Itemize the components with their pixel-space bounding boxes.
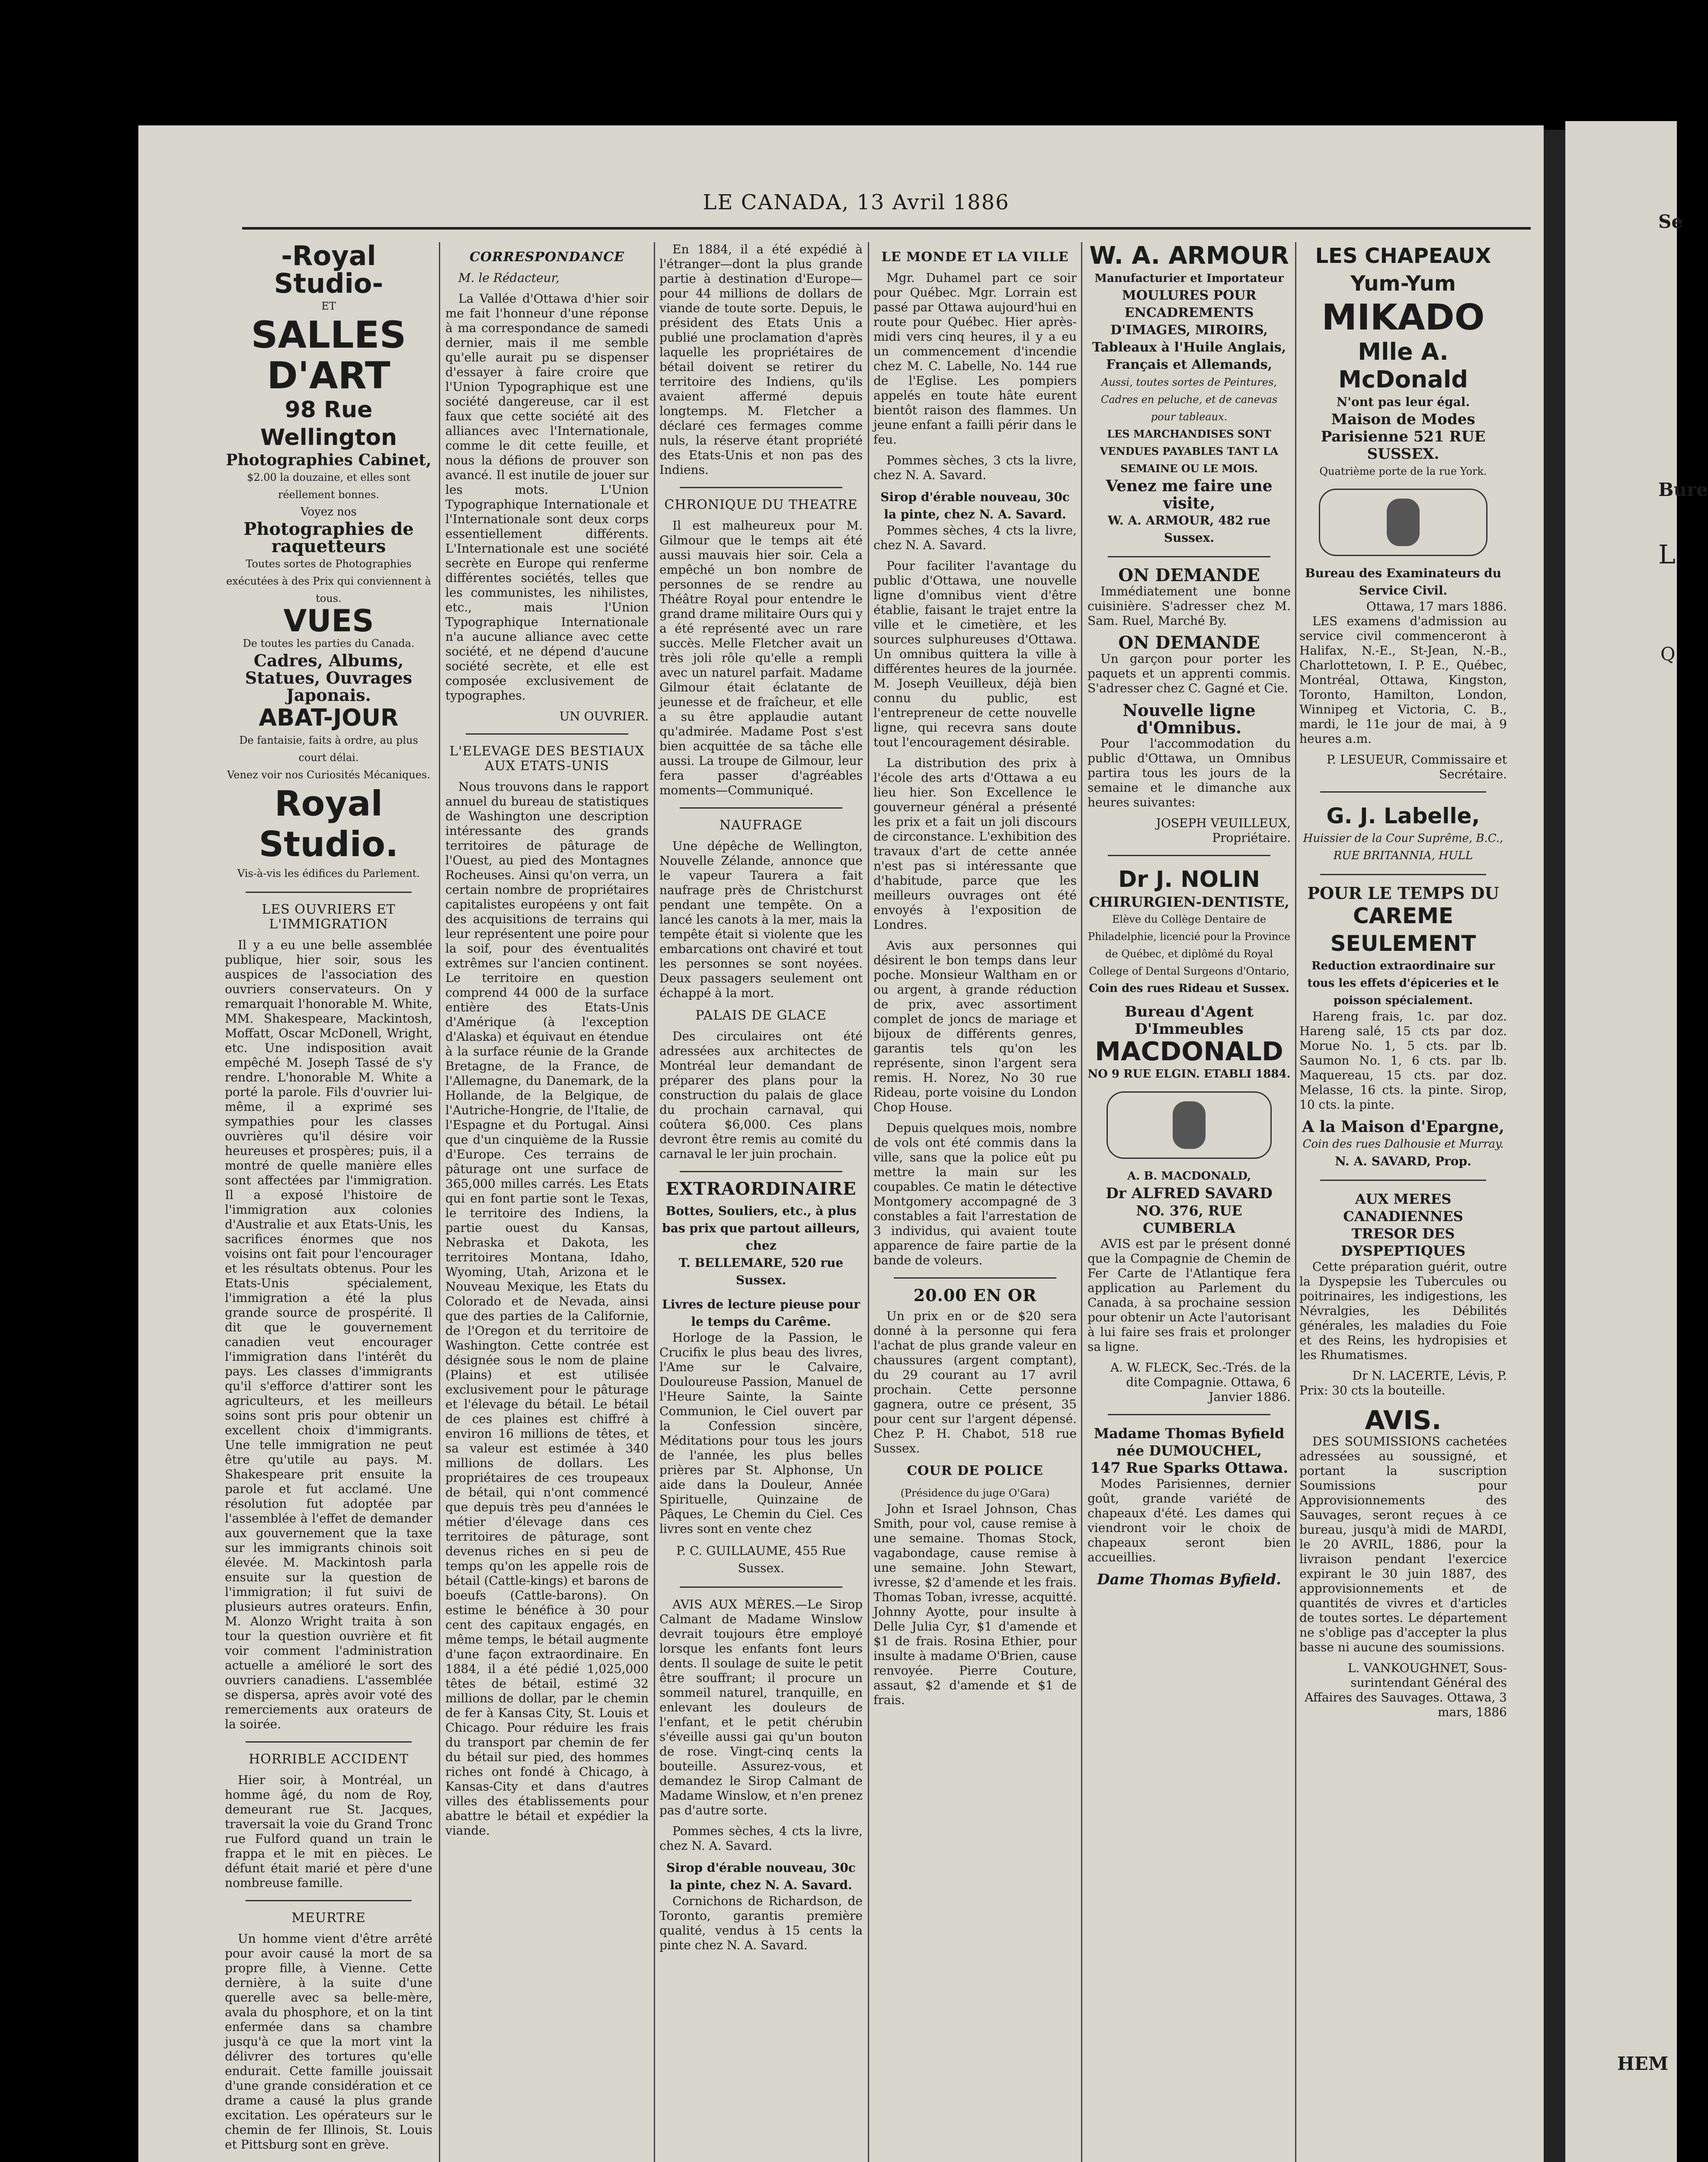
- armour-text: Aussi, toutes sortes de Peintures, Cadres en peluche, et de canevas pour tableaux.: [1100, 376, 1278, 423]
- nolin-text: Elève du Collège Dentaire de Philadelphie, licencié pour la Province de Québec, et diplômé du Royal College of Dental Surgeons d'Ontario,: [1087, 913, 1291, 977]
- careme-heading: POUR LE TEMPS DU: [1307, 883, 1499, 903]
- abat-jour-text: De fantaisie, faits à ordre, au plus court délai.: [239, 734, 418, 764]
- armour-name: W. A. ARMOUR: [1089, 242, 1289, 270]
- epargne-address: Coin des rues Dalhousie et Murray.: [1302, 1138, 1504, 1151]
- meurtre-heading: MEURTRE: [291, 1910, 366, 1925]
- maison-title: Maison de Modes Parisienne 521 RUE SUSSEX.: [1321, 411, 1486, 463]
- column-1: [225, 242, 432, 2162]
- divider: [466, 733, 628, 735]
- bureau-text: LES examens d'admission au service civil commenceront à Halifax, N.-E., St-Jean, N.-B., Charlottetown, I. P. E., Québec, Montréal, Ottawa, Kingston, Toronto, Hamilton, London, Winnipeg et Victoria, C. B., mardi, le 11e jour de mai, à 9 heures a.m.: [1299, 614, 1507, 746]
- palais-article: Des circulaires ont été adressées aux architectes de Montréal leur demandant de préparer des plans pour la construction du palais de glace du prochain carnaval, qui coûtera $6,000. Ces plans devront être remis au comité du carnaval le ler juin prochain.: [659, 1029, 863, 1161]
- column-rule: [1295, 242, 1296, 2162]
- armour-title: Manufacturier et Importateur: [1094, 272, 1284, 285]
- careme-list: Hareng frais, 1c. par doz. Hareng salé, 15 cts par doz. Morue No. 1, 5 cts. par lb. Saumon No. 1, 6 cts. par lb. Maquereau, 15 cts. par doz. Melasse, 16 cts. la pinte. Sirop, 10 cts. la pinte.: [1299, 1009, 1507, 1112]
- divider: [246, 892, 412, 893]
- divider: [1108, 556, 1270, 557]
- royal-studio-footer: Royal Studio.: [259, 784, 399, 864]
- guillaume-address: P. C. GUILLAUME, 455 Rue Sussex.: [676, 1544, 846, 1575]
- macdonald-name: A. B. MACDONALD,: [1127, 1170, 1251, 1183]
- byfield-address: 147 Rue Sparks Ottawa.: [1090, 1459, 1289, 1477]
- tresor-text: Cette préparation guérit, outre la Dyspepsie les Tubercules ou poitrinaires, les indigestions, les Névralgies, les Débilités générales, les maladies du Foie et des Reins, les hydropisies et les Rhumatismes.: [1299, 1260, 1507, 1362]
- sirop-notice: Sirop d'érable nouveau, 30c la pinte, chez N. A. Savard.: [880, 490, 1070, 521]
- theatre-article: Il est malheureux pour M. Gilmour que le temps ait été aussi mauvais hier soir. Cela a empêché un bon nombre de personnes de se rendre au Théâtre Royal pour entendre le grand drame militaire Ours qui y a été représenté avec un rare succès. Melle Fletcher avait un très joli rôle qu'elle a rempli avec un naturel parfait. Madame Gilmour était éclatante de jeunesse et de fraîcheur, et elle a su être applaudie autant qu'admirée. Madame Post s'est bien acquittée de sa tâche elle aussi. La troupe de Gilmour, leur fera passer d'agréables moments—Communiqué.: [659, 518, 863, 797]
- nolin-address: Coin des rues Rideau et Sussex.: [1089, 982, 1289, 995]
- divider: [680, 487, 842, 488]
- armour-goods: MOULURES POUR ENCADREMENTS D'IMAGES, MIROIRS, Tableaux à l'Huile Anglais, Français et Allemands,: [1092, 288, 1286, 372]
- prix-article: La distribution des prix à l'école des arts d'Ottawa a eu lieu hier. Son Excellence le gouverneur général a présenté les prix et a fait un joli discours de circonstance. L'exhibition des travaux d'art de cette année n'est pas si intéressante que d'habitude, parce que les meilleurs ouvrages ont été envoyés à l'exposition de Londres.: [873, 756, 1077, 932]
- cadres-title: Cadres, Albums, Statues, Ouvrages Japonais.: [245, 651, 413, 705]
- bureau-date: Ottawa, 17 mars 1886.: [1366, 599, 1507, 614]
- abat-jour-title: ABAT-JOUR: [259, 704, 399, 731]
- adjacent-page-word: Bure: [1658, 479, 1708, 500]
- divider: [680, 1171, 842, 1172]
- coat-of-arms-icon: [1319, 489, 1487, 556]
- omnibus-article: Pour faciliter l'avantage du public d'Ottawa, une nouvelle ligne d'omnibus vient d'être établie, faisant le trajet entre la ville et le cimetière, et les sources sulphureuses d'Ottawa. Un omnibus quittera la ville à différentes heures de la journée. M. Joseph Veuilleux, déjà bien connu du public, est l'entrepreneur de cette nouvelle ligne, qui recevra sans doute tout l'encouragement désirable.: [873, 559, 1077, 749]
- armour-address: W. A. ARMOUR, 482 rue Sussex.: [1107, 513, 1271, 545]
- labelle-text: Huissier de la Cour Suprême, B.C., RUE BRITANNIA, HULL: [1303, 832, 1503, 862]
- labelle-name: G. J. Labelle,: [1326, 803, 1480, 828]
- police-heading: COUR DE POLICE: [907, 1463, 1043, 1478]
- vol-article: Depuis quelques mois, nombre de vols ont été commis dans la ville, sans que la police eût pu mettre la main sur les coupables. Ce matin le détective Montgomery accompagné de 3 constables a fait l'arrestation de 3 individus, qui avaient toute apparence de faire partie de la bande de voleurs.: [873, 1121, 1077, 1267]
- avis-text: DES SOUMISSIONS cachetées adressées au soussigné, et portant la suscription Soumissions pour Approvisionnements des Sauvages, seront reçues à ce bureau, jusqu'à midi de MARDI, le 20 AVRIL, 1886, pour la livraison pendant l'exercice expirant le 30 juin 1887, des approvisionnements et de quantités de vivres et d'articles de toutes sortes. Le département ne s'oblige pas d'accepter la plus basse ni aucune des soumissions.: [1299, 1434, 1507, 1654]
- macdonald-address: NO 9 RUE ELGIN. ETABLI 1884.: [1087, 1068, 1291, 1081]
- photo-cabinet: Photographies Cabinet,: [226, 451, 432, 469]
- extraordinaire-heading: EXTRAORDINAIRE: [665, 1179, 857, 1199]
- correspondance-signature: UN OUVRIER.: [559, 709, 649, 723]
- omnibus-heading: Nouvelle ligne d'Omnibus.: [1123, 700, 1256, 737]
- mikado-title: MIKADO: [1321, 297, 1485, 338]
- mcdonald-name: Mlle A. McDonald: [1338, 338, 1468, 393]
- avis-heading: AVIS.: [1365, 1405, 1442, 1436]
- column-rule: [868, 242, 869, 2162]
- tresor-signature: Dr N. LACERTE, Lévis, P.: [1352, 1369, 1507, 1383]
- page-fold: [1544, 130, 1565, 2162]
- bellemare-address: T. BELLEMARE, 520 rue Sussex.: [678, 1256, 844, 1287]
- savard-address: NO. 376, RUE CUMBERLA: [1136, 1203, 1242, 1236]
- adjacent-page-word: HEM: [1617, 2053, 1669, 2074]
- avis-signature: L. VANKOUGHNET, Sous-surintendant Général des Affaires des Sauvages. Ottawa, 3 mars, 1886: [1305, 1661, 1507, 1719]
- header-rule: [242, 227, 1531, 230]
- raquetteurs-text: Toutes sortes de Photographies exécutées à des Prix qui conviennent à tous.: [226, 558, 431, 604]
- pommes-notice-2: Pommes sèches, 4 cts la livre, chez N. A. Savard.: [873, 523, 1077, 552]
- column-rule: [654, 242, 655, 2162]
- accident-article: Hier soir, à Montréal, un homme âgé, du nom de Roy, demeurant rue St. Jacques, traversait la voie du Grand Tronc rue Fulford quand un train le frappa et le mit en pièces. Le défunt était marié et père d'une nombreuse famille.: [225, 1773, 432, 1890]
- adjacent-page: [1565, 121, 1677, 2162]
- vues-text: De toutes les parties du Canada.: [243, 637, 415, 649]
- elevage-article: Nous trouvons dans le rapport annuel du bureau de statistiques de Washington une description intéressante des grands territoires de pâturage de l'Ouest, au pied des Montagnes Rocheuses. Ainsi qu'on verra, un certain nombre de propriétaires capitalistes européens y ont fait des acquisitions de terrains qui leur représentent une poire pour la soif, pour des éventualités extrêmes sur l'ancien continent. Le territoire en question comprend 44 000 de la surface entière des Etats-Unis d'Amérique (à l'exception d'Alaska) et équivaut en étendue à la surface réunie de la Grande Bretagne, de la France, de l'Allemagne, du Danemark, de la Hollande, de la Belgique, de l'Autriche-Hongrie, de l'Italie, de l'Espagne et du Portugal. Ainsi que d'un cinquième de la Russie d'Europe. Ces terrains de pâturage ont une surface de 365,000 milles carrés. Les Etats qui en font partie sont le Texas, le territoire des Indiens, la partie ouest du Kansas, Nebraska et Dakota, les territoires Montana, Idaho, Wyoming, Utah, Arizona et le Nouveau Mexique, les Etats du Colorado et de Nevada, ainsi que des parties de la Californie, de l'Oregon et du territoire de Washington. Cette contrée est désignée sous le nom de plaine (Plains) et est utilisée exclusivement pour le pâturage et l'élevage du bétail. Le bétail de ces plaines est chiffré à environ 16 millions de têtes, et sa valeur est estimée à 340 millions de dollars. Les propriétaires de ces troupeaux de bétail, qui n'ont commencé que depuis très peu d'années le métier d'élevage dans ces territoires de pâturage, sont devenus riches en si peu de temps qu'on les appelle rois de bétail (Cattle-kings) et barons de boeufs (Cattle-barons). On estime le bénéfice à 30 pour cent des capitaux engagés, en même temps, le bétail augmente d'une façon extraordinaire. En 1884, il a été pédié 1,025,000 têtes de bétail, estimé 32 millions de dollar, par le chemin de fer à Kansas City, St. Louis et Chicago. Pour réduire les frais du transport par chemin de fer du bétail sur pied, des hommes riches ont fondé à Chicago, à Kansas-City et dans d'autres villes des établissements pour abattre le bétail et expédier la viande.: [445, 780, 649, 1838]
- monde-article: Mgr. Duhamel part ce soir pour Québec. Mgr. Lorrain est passé par Ottawa aujourd'hui en route pour Québec. Hier après-midi vers cinq heures, il y a eu un commencement d'incendie chez M. C. Labelle, No. 144 rue de l'Eglise. Les pompiers appelés en toute hâte eurent bientôt raison des flammes. Un jeune enfant a failli périr dans le feu.: [873, 271, 1077, 447]
- studio-address: Vis-à-vis les édifices du Parlement.: [237, 867, 420, 880]
- palais-heading: PALAIS DE GLACE: [695, 1008, 827, 1023]
- montres-article: Avis aux personnes qui désirent le bon temps dans leur poche. Monsieur Waltham en or ou argent, à grande réduction de prix, avec assortiment complet de joncs de mariage et bijoux de différents genres, garantis tels qu'on les représente, sinon l'argent sera remis. H. Norez, No 30 rue Rideau, porte voisine du London Chop House.: [873, 938, 1077, 1114]
- pommes-notice: Pommes sèches, 4 cts la livre, chez N. A. Savard.: [659, 1824, 863, 1853]
- gold-article: Un prix en or de $20 sera donné à la personne qui fera l'achat de plus grande valeur en chaussures (argent comptant), du 29 courant au 17 avril prochain. Cette personne gagnera, outre ce présent, 35 pour cent sur l'argent dépensé. Chez P. H. Chabot, 518 rue Sussex.: [873, 1309, 1077, 1455]
- meres-article: AVIS AUX MÈRES.—Le Sirop Calmant de Madame Winslow devrait toujours être employé lorsque les enfants font leurs dents. Il soulage de suite le petit être souffrant; il procure un sommeil naturel, tranquille, en enlevant les douleurs de l'enfant, et le petit chérubin s'éveille aussi gai qu'un bouton de rose. Vingt-cinq cents la bouteille. Assurez-vous, et demandez le Sirop Calmant de Madame Winslow, et n'en prenez pas d'autre sorte.: [659, 1597, 863, 1817]
- column-2: [445, 242, 649, 2162]
- divider: [1320, 874, 1486, 875]
- armour-visit: Venez me faire une visite,: [1106, 477, 1273, 512]
- pommes-notice-1: Pommes sèches, 3 cts la livre, chez N. A. Savard.: [873, 453, 1077, 482]
- prix-text: Prix: 30 cts la bouteille.: [1299, 1383, 1446, 1398]
- nolin-title: CHIRURGIEN-DENTISTE,: [1089, 894, 1289, 910]
- raquetteurs-title: Photographies de raquetteurs: [243, 519, 414, 556]
- salles-dart-title: SALLES D'ART: [251, 313, 406, 397]
- police-subheading: (Présidence du juge O'Gara): [900, 1487, 1050, 1499]
- photo-price: $2.00 la douzaine, et elles sont réellement bonnes.: [247, 471, 410, 501]
- correspondance-heading: CORRESPONDANCE: [470, 249, 624, 265]
- ouvriers-heading: LES OUVRIERS ET L'IMMIGRATION: [262, 902, 396, 932]
- monde-heading: LE MONDE ET LA VILLE: [881, 249, 1069, 265]
- column-rule: [439, 242, 440, 2162]
- column-3: [659, 242, 863, 2162]
- bureau-examinateurs-heading: Bureau des Examinateurs du Service Civil.: [1305, 566, 1501, 598]
- meurtre-article: Un homme vient d'être arrêté pour avoir causé la mort de sa propre fille, à Vienne. Cette dernière, à la suite d'une querelle avec sa belle-mère, avala du phosphore, et on la tint enfermée dans sa chambre jusqu'à ce que la mort vint la délivrer des tortures qu'elle endurait. Cette famille jouissait d'une grande considération et ce drame a causé la plus grande excitation. Les opérateurs sur le chemin de fer Illinois, St. Louis et Pittsburg sont en grève.: [225, 1932, 432, 2152]
- divider: [1108, 1414, 1270, 1415]
- voyez-label: Voyez nos: [301, 505, 357, 518]
- livres-text: Livres de lecture pieuse pour le temps du Carême.: [662, 1297, 860, 1329]
- fleck-signature: A. W. FLECK, Sec.-Trés. de la dite Compagnie. Ottawa, 6 Janvier 1886.: [1110, 1360, 1291, 1404]
- divider: [894, 1277, 1056, 1279]
- naufrage-article: Une dépêche de Wellington, Nouvelle Zélande, annonce que le vapeur Taurera a fait naufrage près de Christchurst pendant une tempête. On a lancé les canots à la mer, mais la tempête était si violente que les embarcations ont chaviré et tout les personnes se sont noyées. Deux passagers seulement ont échappé à la mort.: [659, 839, 863, 1000]
- armour-payment: LES MARCHANDISES SONT VENDUES PAYABLES TANT LA SEMAINE OU LE MOIS.: [1100, 428, 1279, 475]
- meres-canadiennes-heading: AUX MERES CANADIENNES: [1343, 1191, 1463, 1225]
- tresor-heading: TRESOR DES DYSPEPTIQUES: [1340, 1225, 1466, 1259]
- page-header: [182, 190, 1531, 238]
- chemin-de-fer-notice: AVIS est par le présent donné que la Compagnie de Chemin de Fer Carte de l'Atlantique fera application au Parlement du Canada, à sa prochaine session pour obtenir un Acte l'autorisant à lui faire ses frais et prolonger sa ligne.: [1087, 1237, 1291, 1354]
- bureau-agent-heading: Bureau d'Agent D'Immeubles: [1125, 1003, 1254, 1038]
- omnibus-signature: JOSEPH VEUILLEUX, Propriétaire.: [1156, 816, 1291, 845]
- careme-title: CAREME SEULEMENT: [1330, 903, 1476, 956]
- coat-of-arms-icon: [1107, 1091, 1272, 1159]
- divider: [246, 1741, 412, 1743]
- naufrage-heading: NAUFRAGE: [719, 818, 803, 833]
- theatre-heading: CHRONIQUE DU THEATRE: [664, 497, 858, 512]
- demande-heading-2: ON DEMANDE: [1118, 633, 1260, 653]
- et-label: ET: [321, 300, 336, 312]
- egal-text: N'ont pas leur égal.: [1336, 395, 1470, 409]
- column-rule: [1081, 242, 1082, 2162]
- chapeaux-title: LES CHAPEAUX Yum-Yum: [1315, 244, 1491, 296]
- divider: [1320, 791, 1486, 793]
- adjacent-page-word: Se: [1658, 211, 1683, 232]
- column-5: [1087, 242, 1291, 2162]
- sirop-notice: Sirop d'érable nouveau, 30c la pinte, chez N. A. Savard.: [666, 1861, 856, 1892]
- nolin-name: Dr J. NOLIN: [1118, 867, 1260, 892]
- byfield-signature: Dame Thomas Byfield.: [1097, 1571, 1281, 1588]
- ouvriers-article: Il y a eu une belle assemblée publique, hier soir, sous les auspices de l'association des ouvriers conservateurs. On y remarquait l'honorable M. White, MM. Shakespeare, Mackintosh, Moffatt, Oscar McDonell, Wright, etc. Une indisposition avait empêché M. Joseph Tassé de s'y rendre. L'honorable M. White a porté la parole. Fils d'ouvrier lui-même, il a exprimé ses sympathies pour les classes ouvrières qu'il désire voir heureuses et prospères; puis, il a montré de quelle manière elles sont affectées par l'immigration. Il a exposé l'histoire de l'immigration aux colonies d'Australie et aux Etats-Unis, les sacrifices énormes que nos voisins ont fait pour l'encourager et les résultats obtenus. Pour les Etats-Unis spécialement, l'immigration a été la plus grande source de prospérité. Il dit que le gouvernement canadien veut encourager l'immigration dans l'intérêt du pays. Les classes d'immigrants qu'il s'efforce d'attirer sont les agriculteurs, et les meilleurs soins sont pris pour obtenir un excellent choix d'immigrants. Une telle immigration ne peut être qu'utile au pays. M. Shakespeare prit ensuite la parole et fut acclamé. Une résolution fut adoptée par l'assemblée à l'effet de demander aux gouvernement que la taxe sur les immigrants chinois soit élevée. M. Mackintosh parla ensuite sur la question de l'immigration; il fut suivi de plusieurs autres orateurs. Enfin, M. Alonzo Wright traita à son tour la question ouvrière et fit voir comment l'administration actuelle a amélioré le sort des ouvriers canadiens. L'assemblée se dispersa, après avoir voté des remerciements aux orateurs de la soirée.: [225, 938, 432, 1731]
- cornichons-notice: Cornichons de Richardson, de Toronto, garantis première qualité, vendus à 15 cents la pinte chez N. A. Savard.: [659, 1894, 863, 1952]
- curiosites-text: Venez voir nos Curiosités Mécaniques.: [227, 769, 430, 781]
- royal-studio-title: -Royal Studio-: [274, 240, 384, 299]
- divider: [246, 1900, 412, 1901]
- byfield-text: Modes Parisiennes, dernier goût, grande variété de chapeaux d'été. Les dames qui viendront voir le choix de chapeaux seront bien accueillies.: [1087, 1477, 1291, 1564]
- careme-text: Reduction extraordinaire sur tous les effets d'épiceries et le poisson spécialement.: [1307, 959, 1499, 1007]
- column-6: [1299, 242, 1507, 2162]
- divider: [1320, 1180, 1486, 1181]
- demande-heading-1: ON DEMANDE: [1118, 565, 1260, 585]
- horloge-article: Horloge de la Passion, le Crucifix le plus beau des livres, l'Ame sur le Calvaire, Douloureuse Passion, Manuel de l'Heure Sainte, la Sainte Communion, le Ciel ouvert par la Confession sincère, Méditations pour tous les jours de l'année, les plus belles prières par St. Alphonse, Un aide dans la Douleur, Année Spirituelle, Quinzaine de Pâques, Le Chemin du Ciel. Ces livres sont en vente chez: [659, 1330, 863, 1536]
- wellington-address: 98 Rue Wellington: [260, 397, 397, 451]
- savard-heading: Dr ALFRED SAVARD: [1106, 1185, 1273, 1202]
- demande-text-2: Un garçon pour porter les paquets et un apprenti commis. S'adresser chez C. Gagné et Cie.: [1087, 652, 1291, 695]
- divider: [680, 807, 842, 809]
- newspaper-dateline: LE CANADA, 13 Avril 1886: [703, 190, 1010, 214]
- divider: [1108, 855, 1270, 856]
- extraordinaire-text: Bottes, Souliers, etc., à plus bas prix que partout ailleurs, chez: [662, 1204, 860, 1253]
- byfield-heading: Madame Thomas Byfield née DUMOUCHEL,: [1094, 1425, 1285, 1459]
- column-4: [873, 242, 1077, 2162]
- divider: [680, 1586, 842, 1588]
- omnibus-text: Pour l'accommodation du public d'Ottawa, un Omnibus partira tous les jours de la semaine et le dimanche aux heures suivantes:: [1087, 736, 1291, 809]
- elevage-heading: L'ELEVAGE DES BESTIAUX AUX ETATS-UNIS: [449, 744, 645, 774]
- correspondance-salutation: M. le Rédacteur,: [458, 271, 560, 285]
- police-article: John et Israel Johnson, Chas Smith, pour vol, cause remise à une semaine. Thomas Stock, vagabondage, cause remise à une semaine. John Stewart, ivresse, $2 d'amende et les frais. Thomas Toban, ivresse, acquitté. Johnny Ayotte, pour insulte à Delle Julia Cyr, $1 d'amende et $1 de frais. Rosina Ethier, pour insulte à madame O'Brien, cause renvoyée. Pierre Couture, assaut, $2 d'amende et $1 de frais.: [873, 1502, 1077, 1707]
- adjacent-page-word: Q: [1660, 643, 1676, 665]
- bestiaux-continued: En 1884, il a été expédié à l'étranger—dont la plus grande partie à destination d'Europe—pour 44 millions de dollars de viande de toute sorte. Depuis, le président des Etats Unis a publié une proclamation d'après laquelle les propriétaires de bétail doivent se retirer du territoire des Indiens, qu'ils avaient affermé depuis longtemps. M. Fletcher a déclaré ces fermages comme nuls, la réserve étant propriété des Etats-Unis et non pas des Indiens.: [659, 242, 863, 477]
- vues-title: VUES: [283, 603, 374, 639]
- demande-text-1: Immédiatement une bonne cuisinière. S'adresser chez M. Sam. Ruel, Marché By.: [1087, 584, 1291, 628]
- adjacent-page-word: L: [1658, 540, 1676, 570]
- correspondance-text: La Vallée d'Ottawa d'hier soir me fait l'honneur d'une réponse à ma correspondance de samedi dernier, mais il me semble qu'elle aurait pu se dispenser d'essayer à faire croire que l'Union Typographique est une société dangereuse, car il est faux que cette société ait des alliances avec l'Internationale, comme le dit cette feuille, et nous la défions de prouver son avancé. Il est inutile de jouer sur les mots. L'Union Typographique Internationale et l'Internationale sont deux corps essentiellement différents. L'Internationale est une société secrète en Europe qui renferme différentes sociétés, telles que les communistes, les nihilistes, etc., mais l'Union Typographique Internationale n'a aucune alliance avec cette société, et ne dépend d'aucune société secrète, et elle est composée exclusivement de typographes.: [445, 291, 649, 703]
- bureau-signature: P. LESUEUR, Commissaire et Secrétaire.: [1326, 752, 1507, 781]
- epargne-title: A la Maison d'Epargne,: [1302, 1118, 1504, 1136]
- macdonald-title: MACDONALD: [1095, 1036, 1283, 1067]
- savard-proprietor: N. A. SAVARD, Prop.: [1335, 1154, 1471, 1168]
- maison-subtitle: Quatrième porte de la rue York.: [1319, 465, 1487, 477]
- accident-heading: HORRIBLE ACCIDENT: [249, 1752, 409, 1767]
- gold-heading: 20.00 EN OR: [913, 1286, 1037, 1305]
